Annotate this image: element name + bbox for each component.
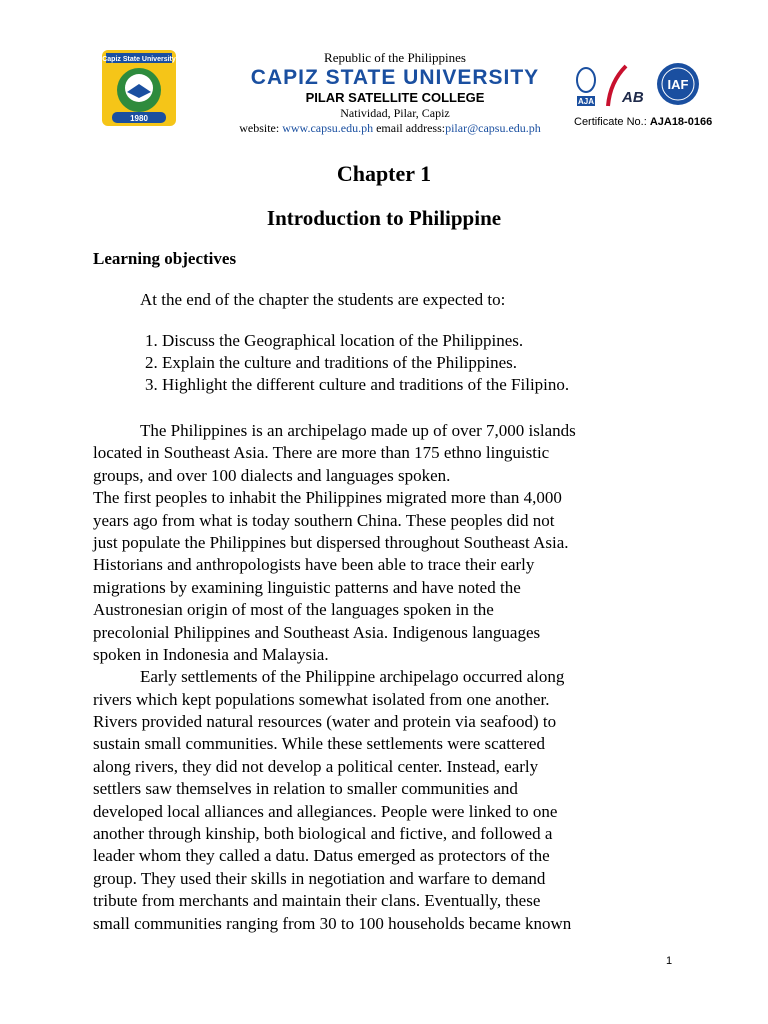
- aja-logo-icon: [577, 68, 595, 106]
- body-line: The first peoples to inhabit the Philippines migrated more than 4,000: [93, 488, 562, 508]
- body-line: settlers saw themselves in relation to smaller communities and: [93, 779, 518, 799]
- body-line: precolonial Philippines and Southeast Asia. Indigenous languages: [93, 622, 541, 642]
- objectives-lead: At the end of the chapter the students are expected to:: [140, 290, 506, 309]
- website-link[interactable]: www.capsu.edu.ph: [282, 121, 374, 135]
- ab-mark: AB: [622, 89, 644, 106]
- body-line: small communities ranging from 30 to 100 households became known: [93, 913, 572, 933]
- body-line: another through kinship, both biological and fictive, and followed a: [93, 824, 553, 844]
- body-line: along rivers, they did not develop a political center. Instead, early: [93, 756, 539, 776]
- contact-line: [205, 121, 575, 136]
- body-text: [93, 420, 683, 935]
- objective-item: 3. Highlight the different culture and traditions of the Filipino.: [145, 375, 570, 394]
- body-line: groups, and over 100 dialects and languages spoken.: [93, 465, 451, 485]
- body-line: just populate the Philippines but dispersed throughout Southeast Asia.: [93, 532, 569, 552]
- page-number: 1: [666, 955, 673, 967]
- body-line: sustain small communities. While these settlements were scattered: [93, 734, 545, 754]
- certificate-value: AJA18-0166: [649, 116, 713, 128]
- college-name: PILAR SATELLITE COLLEGE: [305, 90, 485, 105]
- college-address: Natividad, Pilar, Capiz: [340, 106, 450, 120]
- university-seal-logo: [94, 48, 184, 128]
- body-line: located in Southeast Asia. There are more than 175 ethno linguistic: [93, 443, 550, 463]
- iaf-mark: IAF: [667, 77, 689, 92]
- letterhead: [0, 0, 768, 140]
- iaf-logo-icon: [657, 63, 699, 105]
- body-line: tribute from merchants and maintain their clans. Eventually, these: [93, 891, 541, 911]
- body-line: Historians and anthropologists have been able to trace their early: [93, 555, 535, 575]
- uk-ab-logo-icon: [608, 66, 644, 106]
- body-line: spoken in Indonesia and Malaysia.: [93, 644, 329, 664]
- body-line: Austronesian origin of most of the languages spoken in the: [93, 600, 494, 620]
- body-line: migrations by examining linguistic patterns and have noted the: [93, 577, 521, 597]
- chapter-title: Introduction to Philippine: [266, 206, 502, 230]
- body-line: rivers which kept populations somewhat isolated from one another.: [93, 689, 550, 709]
- university-name: CAPIZ STATE UNIVERSITY: [250, 66, 540, 89]
- body-line: Early settlements of the Philippine archipelago occurred along: [140, 667, 565, 687]
- email-link[interactable]: pilar@capsu.edu.ph: [445, 121, 541, 135]
- aja-mark: AJA: [577, 97, 595, 106]
- letterhead-text: [215, 50, 575, 136]
- body-line: Rivers provided natural resources (water and protein via seafood) to: [93, 712, 557, 732]
- body-line: years ago from what is today southern China. These peoples did not: [93, 510, 555, 530]
- website-label: website:: [239, 121, 283, 135]
- seal-year: 1980: [130, 114, 148, 123]
- republic-line: Republic of the Philippines: [324, 50, 466, 65]
- certificate-number: [574, 116, 713, 128]
- learning-objectives-heading: Learning objectives: [93, 249, 237, 268]
- seal-text: Capiz State University: [102, 56, 176, 63]
- body-line: The Philippines is an archipelago made up of over 7,000 islands: [140, 421, 576, 440]
- body-line: group. They used their skills in negotiation and warfare to demand: [93, 868, 546, 888]
- body-line: leader whom they called a datu. Datus emerged as protectors of the: [93, 846, 550, 866]
- chapter-number: Chapter 1: [336, 161, 432, 186]
- body-line: developed local alliances and allegiances. People were linked to one: [93, 801, 558, 821]
- objective-item: 2. Explain the culture and traditions of the Philippines.: [145, 353, 518, 372]
- objectives-list: [145, 330, 569, 396]
- objective-item: 1. Discuss the Geographical location of the Philippines.: [145, 331, 524, 350]
- certificate-label: Certificate No.:: [574, 116, 650, 128]
- certification-logos: [574, 62, 704, 110]
- email-label: email address:: [373, 121, 446, 135]
